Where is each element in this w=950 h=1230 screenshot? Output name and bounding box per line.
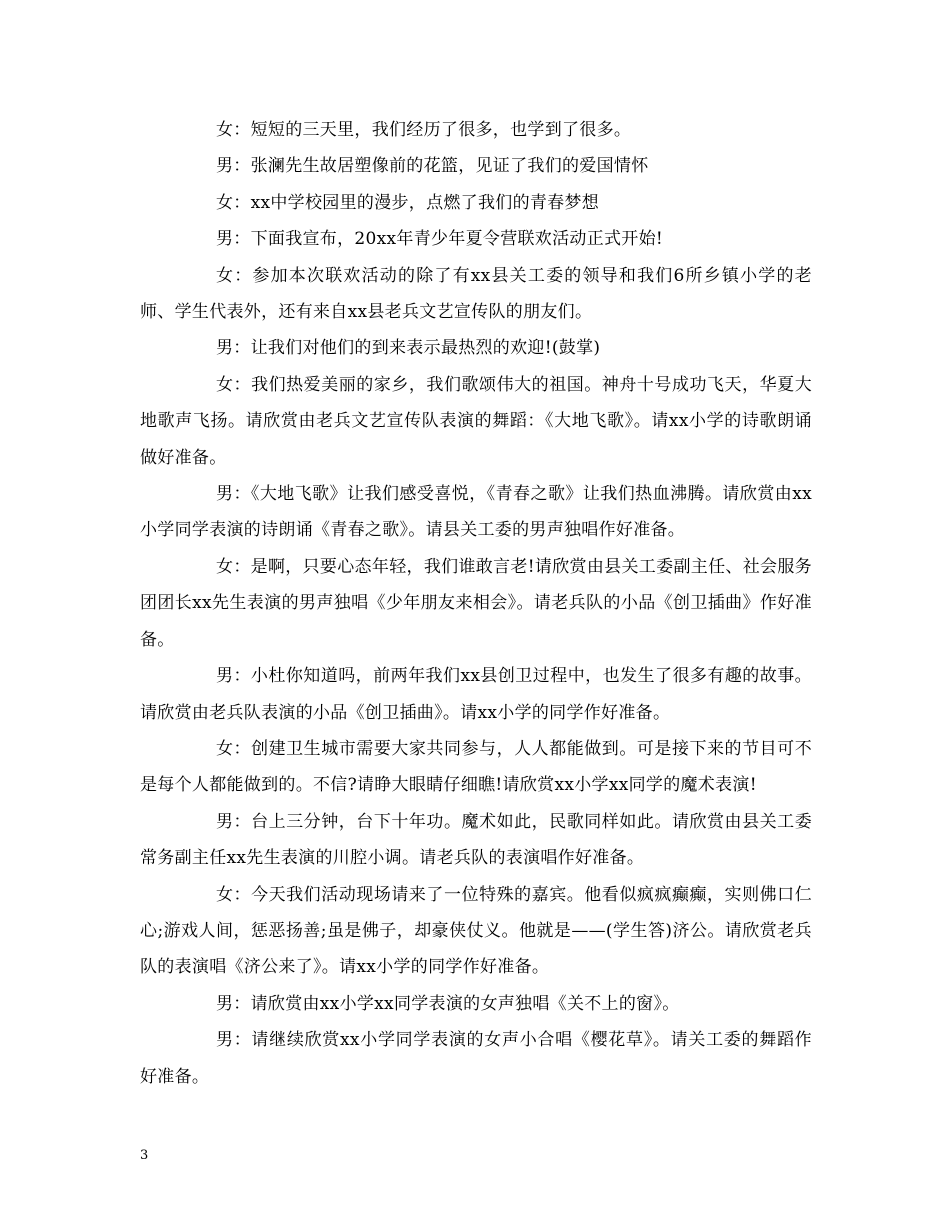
paragraph: 男：下面我宣布，20xx年青少年夏令营联欢活动正式开始! <box>216 229 664 250</box>
paragraph: 男：请欣赏由xx小学xx同学表演的女声独唱《关不上的窗》。 <box>216 993 680 1014</box>
paragraph: 男：小杜你知道吗，前两年我们xx县创卫过程中，也发生了很多有趣的故事。请欣赏由老兵队表演的小品《创卫插曲》。请xx小学的同学作好准备。 <box>140 666 812 723</box>
paragraph: 女：参加本次联欢活动的除了有xx县关工委的领导和我们6所乡镇小学的老师、学生代表外，还有来自xx县老兵文艺宣传队的朋友们。 <box>140 265 812 323</box>
paragraph: 女：创建卫生城市需要大家共同参与，人人都能做到。可是接下来的节目可不是每个人都能做到的。不信?请睁大眼睛仔细瞧!请欣赏xx小学xx同学的魔术表演! <box>140 738 812 796</box>
paragraph: 女：是啊，只要心态年轻，我们谁敢言老!请欣赏由县关工委副主任、社会服务团团长xx先生表演的男声独唱《少年朋友来相会》。请老兵队的小品《创卫插曲》作好准备。 <box>140 556 812 650</box>
paragraph: 男：让我们对他们的到来表示最热烈的欢迎!(鼓掌) <box>216 338 601 359</box>
paragraph: 男：《大地飞歌》让我们感受喜悦，《青春之歌》让我们热血沸腾。请欣赏由xx小学同学表演的诗朗诵《青春之歌》。请县关工委的男声独唱作好准备。 <box>140 484 812 541</box>
paragraph: 女：我们热爱美丽的家乡，我们歌颂伟大的祖国。神舟十号成功飞天，华夏大地歌声飞扬。请欣赏由老兵文艺宣传队表演的舞蹈：《大地飞歌》。请xx小学的诗歌朗诵做好准备。 <box>140 374 812 468</box>
paragraph: 女：xx中学校园里的漫步，点燃了我们的青春梦想 <box>216 192 600 213</box>
paragraph: 女：短短的三天里，我们经历了很多，也学到了很多。 <box>216 120 632 140</box>
page-number: 3 <box>140 1148 149 1163</box>
paragraph: 男：张澜先生故居塑像前的花篮，见证了我们的爱国情怀 <box>216 156 649 177</box>
paragraph: 男：台上三分钟，台下十年功。魔术如此，民歌同样如此。请欣赏由县关工委常务副主任xx先生表演的川腔小调。请老兵队的表演唱作好准备。 <box>140 811 812 869</box>
paragraph: 女：今天我们活动现场请来了一位特殊的嘉宾。他看似疯疯癫癫，实则佛口仁心;游戏人间，惩恶扬善;虽是佛子，却豪侠仗义。他就是——(学生答)济公。请欣赏老兵队的表演唱《济公来了》。请xx小学的同学作好准备。 <box>140 884 812 978</box>
body-text <box>140 112 812 1095</box>
paragraph: 男：请继续欣赏xx小学同学表演的女声小合唱《樱花草》。请关工委的舞蹈作好准备。 <box>140 1030 812 1087</box>
